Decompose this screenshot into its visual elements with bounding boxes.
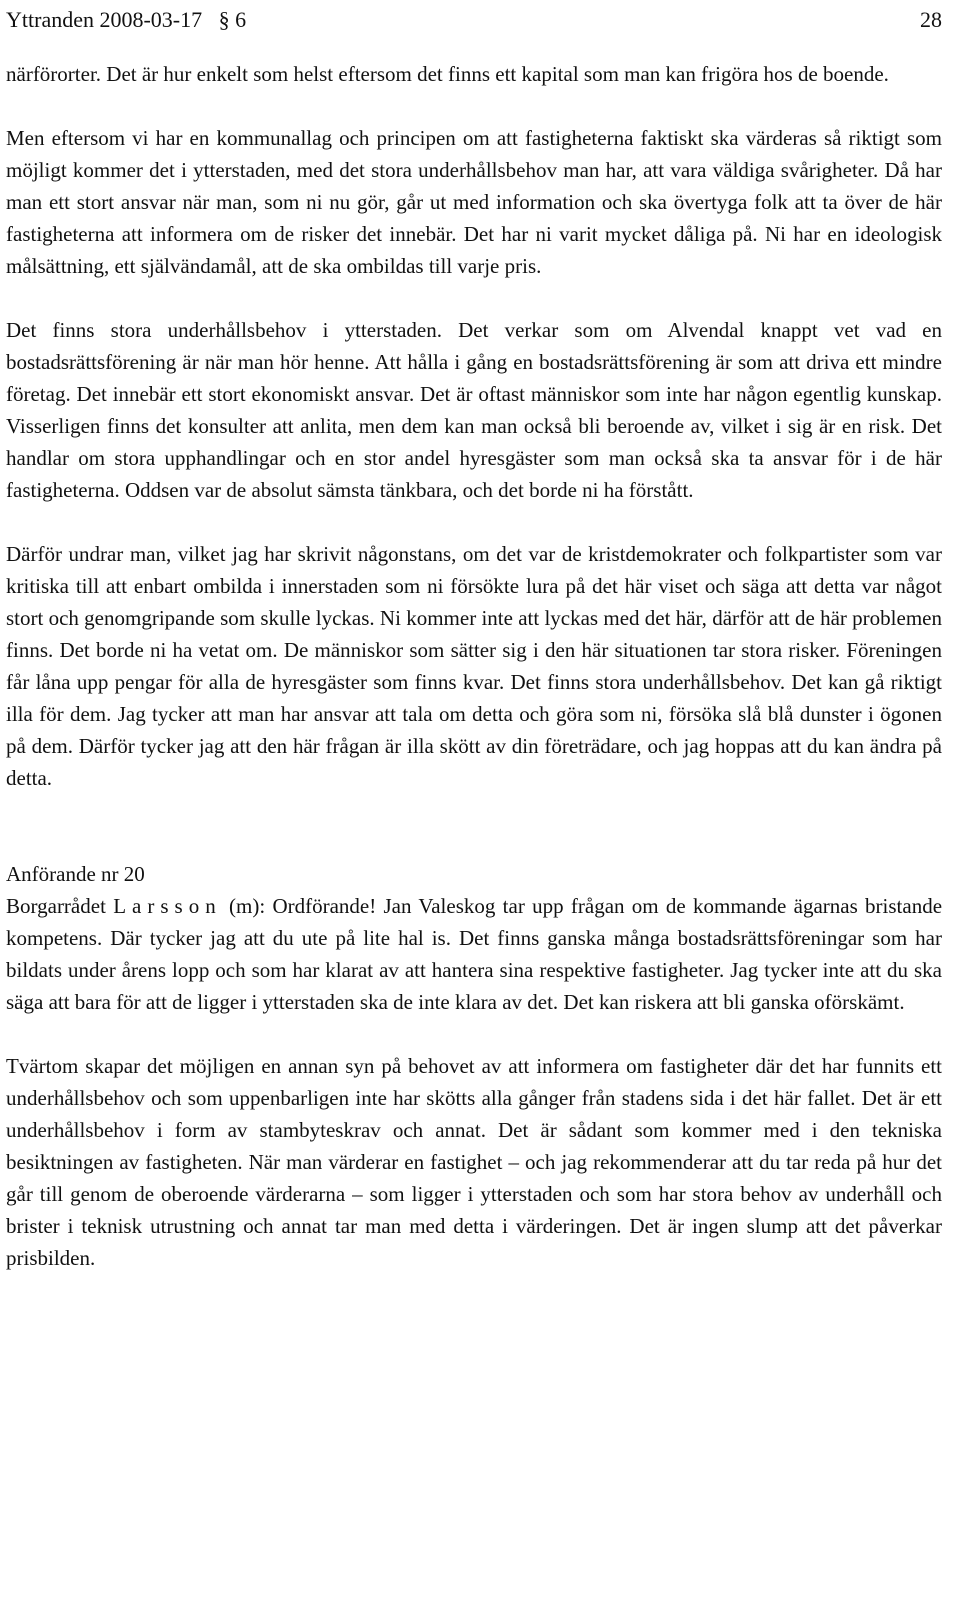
speech-heading: Anförande nr 20 (6, 862, 145, 886)
paragraph-6: Tvärtom skapar det möjligen en annan syn på behovet av att informera om fastigheter där det har funnits ett underhållsbehov och som uppenbarligen inte har skötts alla gånger från stadens sida i det här fallet. Det är ett underhållsbehov i form av stambyteskrav och annat. Det är sådant som kommer med i den tekniska besiktningen av fastigheten. När man värderar en fastighet – och jag rekommenderar att du tar reda på hur det går till genom de oberoende värderarna – som ligger i ytterstaden och som har stora behov av underhåll och brister i teknisk utrustning och annat tar man med detta i värderingen. Det är ingen slump att det påverkar prisbilden. (6, 1054, 942, 1270)
speaker-name: Larsson (113, 894, 222, 918)
paragraph-2: Men eftersom vi har en kommunallag och principen om att fastigheterna faktiskt ska värderas så riktigt som möjligt kommer det i ytterstaden, med det stora underhållsbehov man har, att vara väldiga svårigheter. Då har man ett stort ansvar när man, som ni nu gör, går ut med information och ska övertyga folk att ta över de här fastigheterna att informera om de risker det innebär. Det har ni varit mycket dåliga på. Ni har en ideologisk målsättning, ett självändamål, att de ska ombildas till varje pris. (6, 126, 942, 278)
paragraph-3: Det finns stora underhållsbehov i ytterstaden. Det verkar som om Alvendal knappt vet vad en bostadsrättsförening är när man hör henne. Att hålla i gång en bostadsrättsförening är som att driva ett mindre företag. Det innebär ett stort ekonomiskt ansvar. Det är oftast människor som inte har någon egentlig kunskap. Visserligen finns det konsulter att anlita, men dem kan man också bli beroende av, vilket i sig är en risk. Det handlar om stora upphandlingar och en stor andel hyresgäster som man också ska ta ansvar för i de här fastigheterna. Oddsen var de absolut sämsta tänkbara, och det borde ni ha förstått. (6, 318, 942, 502)
paragraph-1: närförorter. Det är hur enkelt som helst eftersom det finns ett kapital som man kan frigöra hos de boende. (6, 62, 889, 86)
page-number: 28 (920, 7, 942, 32)
page-header (6, 2, 942, 38)
speech-paragraph (6, 890, 942, 1018)
document-page (6, 0, 942, 1274)
document-body (6, 58, 942, 1274)
paragraph-4: Därför undrar man, vilket jag har skrivit någonstans, om det var de kristdemokrater och folkpartister som var kritiska till att enbart ombilda i innerstaden som ni försökte lura på det här viset och säga att detta var något stort och genomgripande som skulle lyckas. Ni kommer inte att lyckas med det här, därför att de här problemen finns. Det borde ni ha vetat om. De människor som sätter sig i den här situationen tar stora risker. Föreningen får låna upp pengar för alla de hyresgäster som finns kvar. Det finns stora underhållsbehov. Det kan gå riktigt illa för dem. Jag tycker att man har ansvar att tala om detta och göra som ni, försöka slå blå dunster i ögonen på dem. Därför tycker jag att den här frågan är illa skött av din företrädare, och jag hoppas att du kan ändra på detta. (6, 542, 942, 790)
header-date-section: Yttranden 2008-03-17 § 6 (6, 7, 247, 32)
speaker-title: Borgarrådet (6, 894, 106, 918)
speech-text: (m): Ordförande! Jan Valeskog tar upp frågan om de kommande ägarnas bristande kompetens. Där tycker jag att du ute på lite hal is. Det finns ganska många bostadsrättsföreningar som har bildats under årens lopp och som har klarat av att hantera sina respektive fastigheter. Jag tycker inte att du ska säga att bara för att de ligger i ytterstaden ska de inte klara av det. Det kan riskera att bli ganska oförskämt. (6, 894, 943, 1014)
